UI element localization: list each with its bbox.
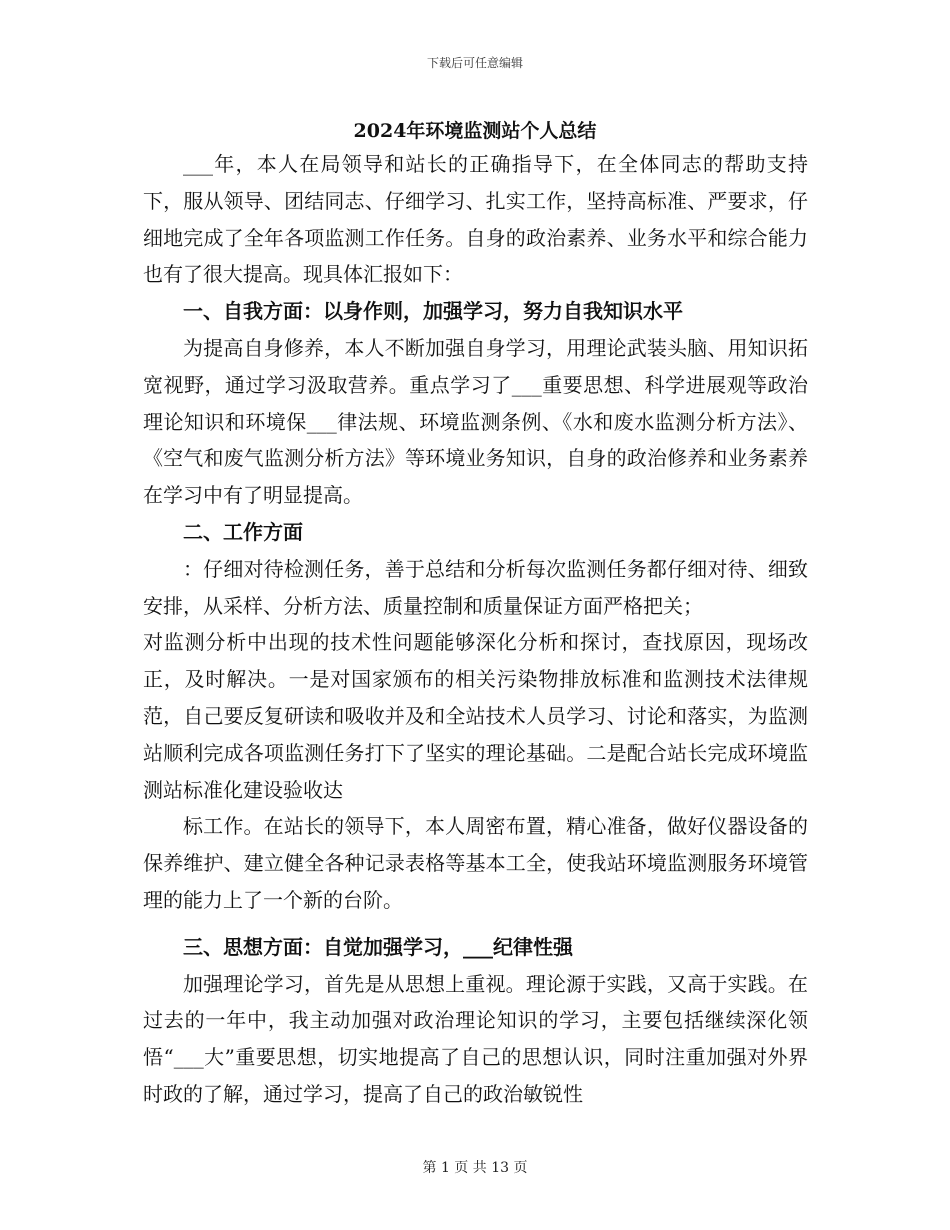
work-paragraph-2: 对监测分析中出现的技术性问题能够深化分析和探讨，查找原因，现场改正，及时解决。一是对国家颁布的相关污染物排放标准和监测技术法律规范，自己要反复研读和吸收并及和全站技术人员学习、讨论和落实，为监测站顺利完成各项监测任务打下了坚实的理论基础。二是配合站长完成环境监测站标准化建设验收达	[143, 630, 808, 802]
intro-paragraph: ___年，本人在局领导和站长的正确指导下，在全体同志的帮助支持下，服从领导、团结同志、仔细学习、扎实工作，坚持高标准、严要求，仔细地完成了全年各项监测工作任务。自身的政治素养、业务水平和综合能力也有了很大提高。现具体汇报如下：	[143, 152, 808, 287]
work-paragraph-1: ：仔细对待检测任务，善于总结和分析每次监测任务都仔细对待、细致安排，从采样、分析方法、质量控制和质量保证方面严格把关；	[143, 556, 808, 618]
document-body	[143, 146, 808, 1113]
section-heading-self: 一、自我方面：以身作则，加强学习，努力自我知识水平	[183, 299, 683, 324]
work-paragraph-3: 标工作。在站长的领导下，本人周密布置，精心准备，做好仪器设备的保养维护、建立健全各种记录表格等基本工全，使我站环境监测服务环境管理的能力上了一个新的台阶。	[143, 814, 808, 912]
page-footer: 第 1 页 共 13 页	[422, 1160, 528, 1176]
thought-paragraph: 加强理论学习，首先是从思想上重视。理论源于实践，又高于实践。在过去的一年中，我主动加强对政治理论知识的学习，主要包括继续深化领悟“___大”重要思想，切实地提高了自己的思想认识，同时注重加强对外界时政的了解，通过学习，提高了自己的政治敏锐性	[143, 971, 808, 1106]
self-paragraph: 为提高自身修养，本人不断加强自身学习，用理论武装头脑、用知识拓宽视野，通过学习汲取营养。重点学习了___重要思想、科学进展观等政治理论知识和环境保___律法规、环境监测条例、《水和废水监测分析方法》、《空气和废气监测分析方法》等环境业务知识，自身的政治修养和业务素养在学习中有了明显提高。	[143, 335, 808, 508]
document-title: 2024年环境监测站个人总结	[353, 120, 597, 142]
page-header-note: 下载后可任意编辑	[426, 56, 523, 70]
section-heading-thought: 三、思想方面：自觉加强学习，___纪律性强	[183, 934, 573, 959]
section-heading-work: 二、工作方面	[183, 519, 303, 544]
